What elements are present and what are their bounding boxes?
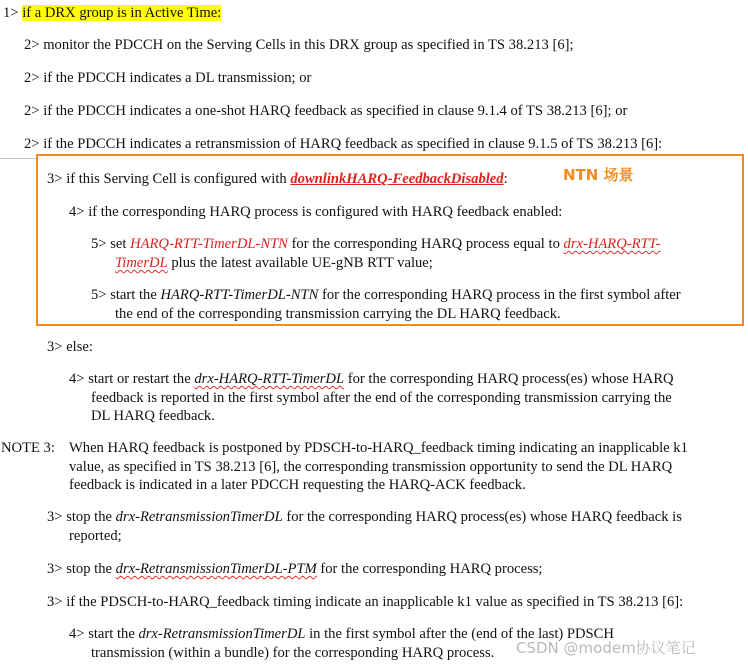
level-marker: 5> bbox=[91, 236, 107, 252]
clause-2-one-shot-harq bbox=[24, 102, 627, 121]
clause-text: plus the latest available UE-gNB RTT value; bbox=[167, 255, 433, 271]
separator-line bbox=[0, 158, 36, 159]
clause-4-restart-timer-cont: DL HARQ feedback. bbox=[91, 408, 215, 424]
clause-text: if the PDCCH indicates a DL transmission; or bbox=[43, 70, 312, 86]
parameter-name: downlinkHARQ-FeedbackDisabled bbox=[290, 171, 504, 187]
parameter-name: HARQ-RTT-TimerDL-NTN bbox=[160, 287, 319, 303]
clause-text: for the corresponding HARQ process in the first symbol after bbox=[318, 287, 681, 303]
clause-4-restart-timer bbox=[69, 370, 674, 389]
clause-text: if the corresponding HARQ process is configured with HARQ feedback enabled: bbox=[88, 204, 563, 220]
level-marker: 3> bbox=[47, 171, 63, 187]
clause-3-stop-ptm-timer bbox=[47, 560, 542, 579]
level-marker: 2> bbox=[24, 37, 40, 53]
ntn-scenario-label: NTN 场景 bbox=[563, 166, 634, 184]
parameter-name: TimerDL bbox=[115, 255, 168, 271]
clause-4-feedback-enabled bbox=[69, 203, 562, 222]
parameter-name: drx-HARQ-RTT- bbox=[563, 236, 661, 252]
level-marker: 2> bbox=[24, 70, 40, 86]
parameter-name: HARQ-RTT-TimerDL-NTN bbox=[130, 236, 288, 252]
clause-text: else: bbox=[66, 339, 93, 355]
clause-text: monitor the PDCCH on the Serving Cells in this DRX group as specified in TS 38.213 [6]; bbox=[43, 37, 574, 53]
clause-3-else bbox=[47, 338, 93, 357]
note-label: NOTE 3: bbox=[1, 440, 55, 456]
clause-text: if the PDCCH indicates a one-shot HARQ feedback as specified in clause 9.1.4 of TS 38.213 [6]; or bbox=[43, 103, 628, 119]
clause-2-monitor bbox=[24, 36, 574, 55]
csdn-watermark: CSDN @modem协议笔记 bbox=[516, 639, 696, 657]
clause-5-set-timer-cont bbox=[115, 254, 433, 273]
clause-text: stop the bbox=[66, 561, 116, 577]
level-marker: 3> bbox=[47, 594, 63, 610]
clause-2-retransmission-harq bbox=[24, 135, 662, 154]
note-text: When HARQ feedback is postponed by PDSCH-to-HARQ_feedback timing indicating an inapplicable k1 bbox=[69, 440, 688, 456]
clause-text: stop the bbox=[66, 509, 116, 525]
level-marker: 3> bbox=[47, 509, 63, 525]
clause-text: for the corresponding HARQ process(es) whose HARQ bbox=[344, 371, 674, 387]
parameter-name: drx-RetransmissionTimerDL bbox=[115, 509, 283, 525]
parameter-name: drx-HARQ-RTT-TimerDL bbox=[194, 371, 345, 387]
clause-text: if this Serving Cell is configured with bbox=[66, 171, 291, 187]
parameter-name: drx-RetransmissionTimerDL bbox=[138, 626, 306, 642]
clause-2-dl-transmission bbox=[24, 69, 311, 88]
clause-3-feedback-disabled bbox=[47, 170, 508, 189]
clause-4-start-retx-timer-cont: transmission (within a bundle) for the corresponding HARQ process. bbox=[91, 645, 495, 661]
clause-text: for the corresponding HARQ process; bbox=[316, 561, 543, 577]
level-marker: 4> bbox=[69, 371, 85, 387]
level-marker: 2> bbox=[24, 136, 40, 152]
clause-3-stop-retx-timer-cont: reported; bbox=[69, 528, 122, 544]
highlighted-condition: if a DRX group is in Active Time: bbox=[22, 5, 222, 21]
clause-4-restart-timer-cont: feedback is reported in the first symbol after the end of the corresponding transmission carrying the bbox=[91, 390, 672, 406]
clause-5-start-timer-cont: the end of the corresponding transmission carrying the DL HARQ feedback. bbox=[115, 306, 561, 322]
level-marker: 5> bbox=[91, 287, 107, 303]
level-marker: 4> bbox=[69, 626, 85, 642]
clause-3-inapplicable-k1 bbox=[47, 593, 683, 612]
clause-text: set bbox=[110, 236, 131, 252]
level-marker: 1> bbox=[3, 5, 19, 21]
clause-5-set-timer bbox=[91, 235, 661, 254]
level-marker: 3> bbox=[47, 339, 63, 355]
clause-1-line bbox=[3, 4, 221, 23]
level-marker: 2> bbox=[24, 103, 40, 119]
level-marker: 4> bbox=[69, 204, 85, 220]
clause-3-stop-retx-timer bbox=[47, 508, 682, 527]
clause-text: for the corresponding HARQ process(es) whose HARQ feedback is bbox=[282, 509, 682, 525]
clause-text: start the bbox=[88, 626, 139, 642]
parameter-name: drx-RetransmissionTimerDL-PTM bbox=[115, 561, 317, 577]
level-marker: 3> bbox=[47, 561, 63, 577]
clause-text: if the PDSCH-to-HARQ_feedback timing indicate an inapplicable k1 value as specified in TS 38.213 [6]: bbox=[66, 594, 684, 610]
clause-text: if the PDCCH indicates a retransmission of HARQ feedback as specified in clause 9.1.5 of TS 38.213 [6]: bbox=[43, 136, 663, 152]
clause-5-start-timer bbox=[91, 286, 681, 305]
clause-text: for the corresponding HARQ process equal to bbox=[287, 236, 564, 252]
clause-text: : bbox=[503, 171, 508, 187]
note-text: feedback is indicated in a later PDCCH requesting the HARQ-ACK feedback. bbox=[69, 477, 526, 493]
clause-text: start or restart the bbox=[88, 371, 195, 387]
clause-text: in the first symbol after the (end of the last) PDSCH bbox=[305, 626, 614, 642]
clause-text: start the bbox=[110, 287, 161, 303]
note-text: value, as specified in TS 38.213 [6], the corresponding transmission opportunity to send the DL HARQ bbox=[69, 459, 673, 475]
